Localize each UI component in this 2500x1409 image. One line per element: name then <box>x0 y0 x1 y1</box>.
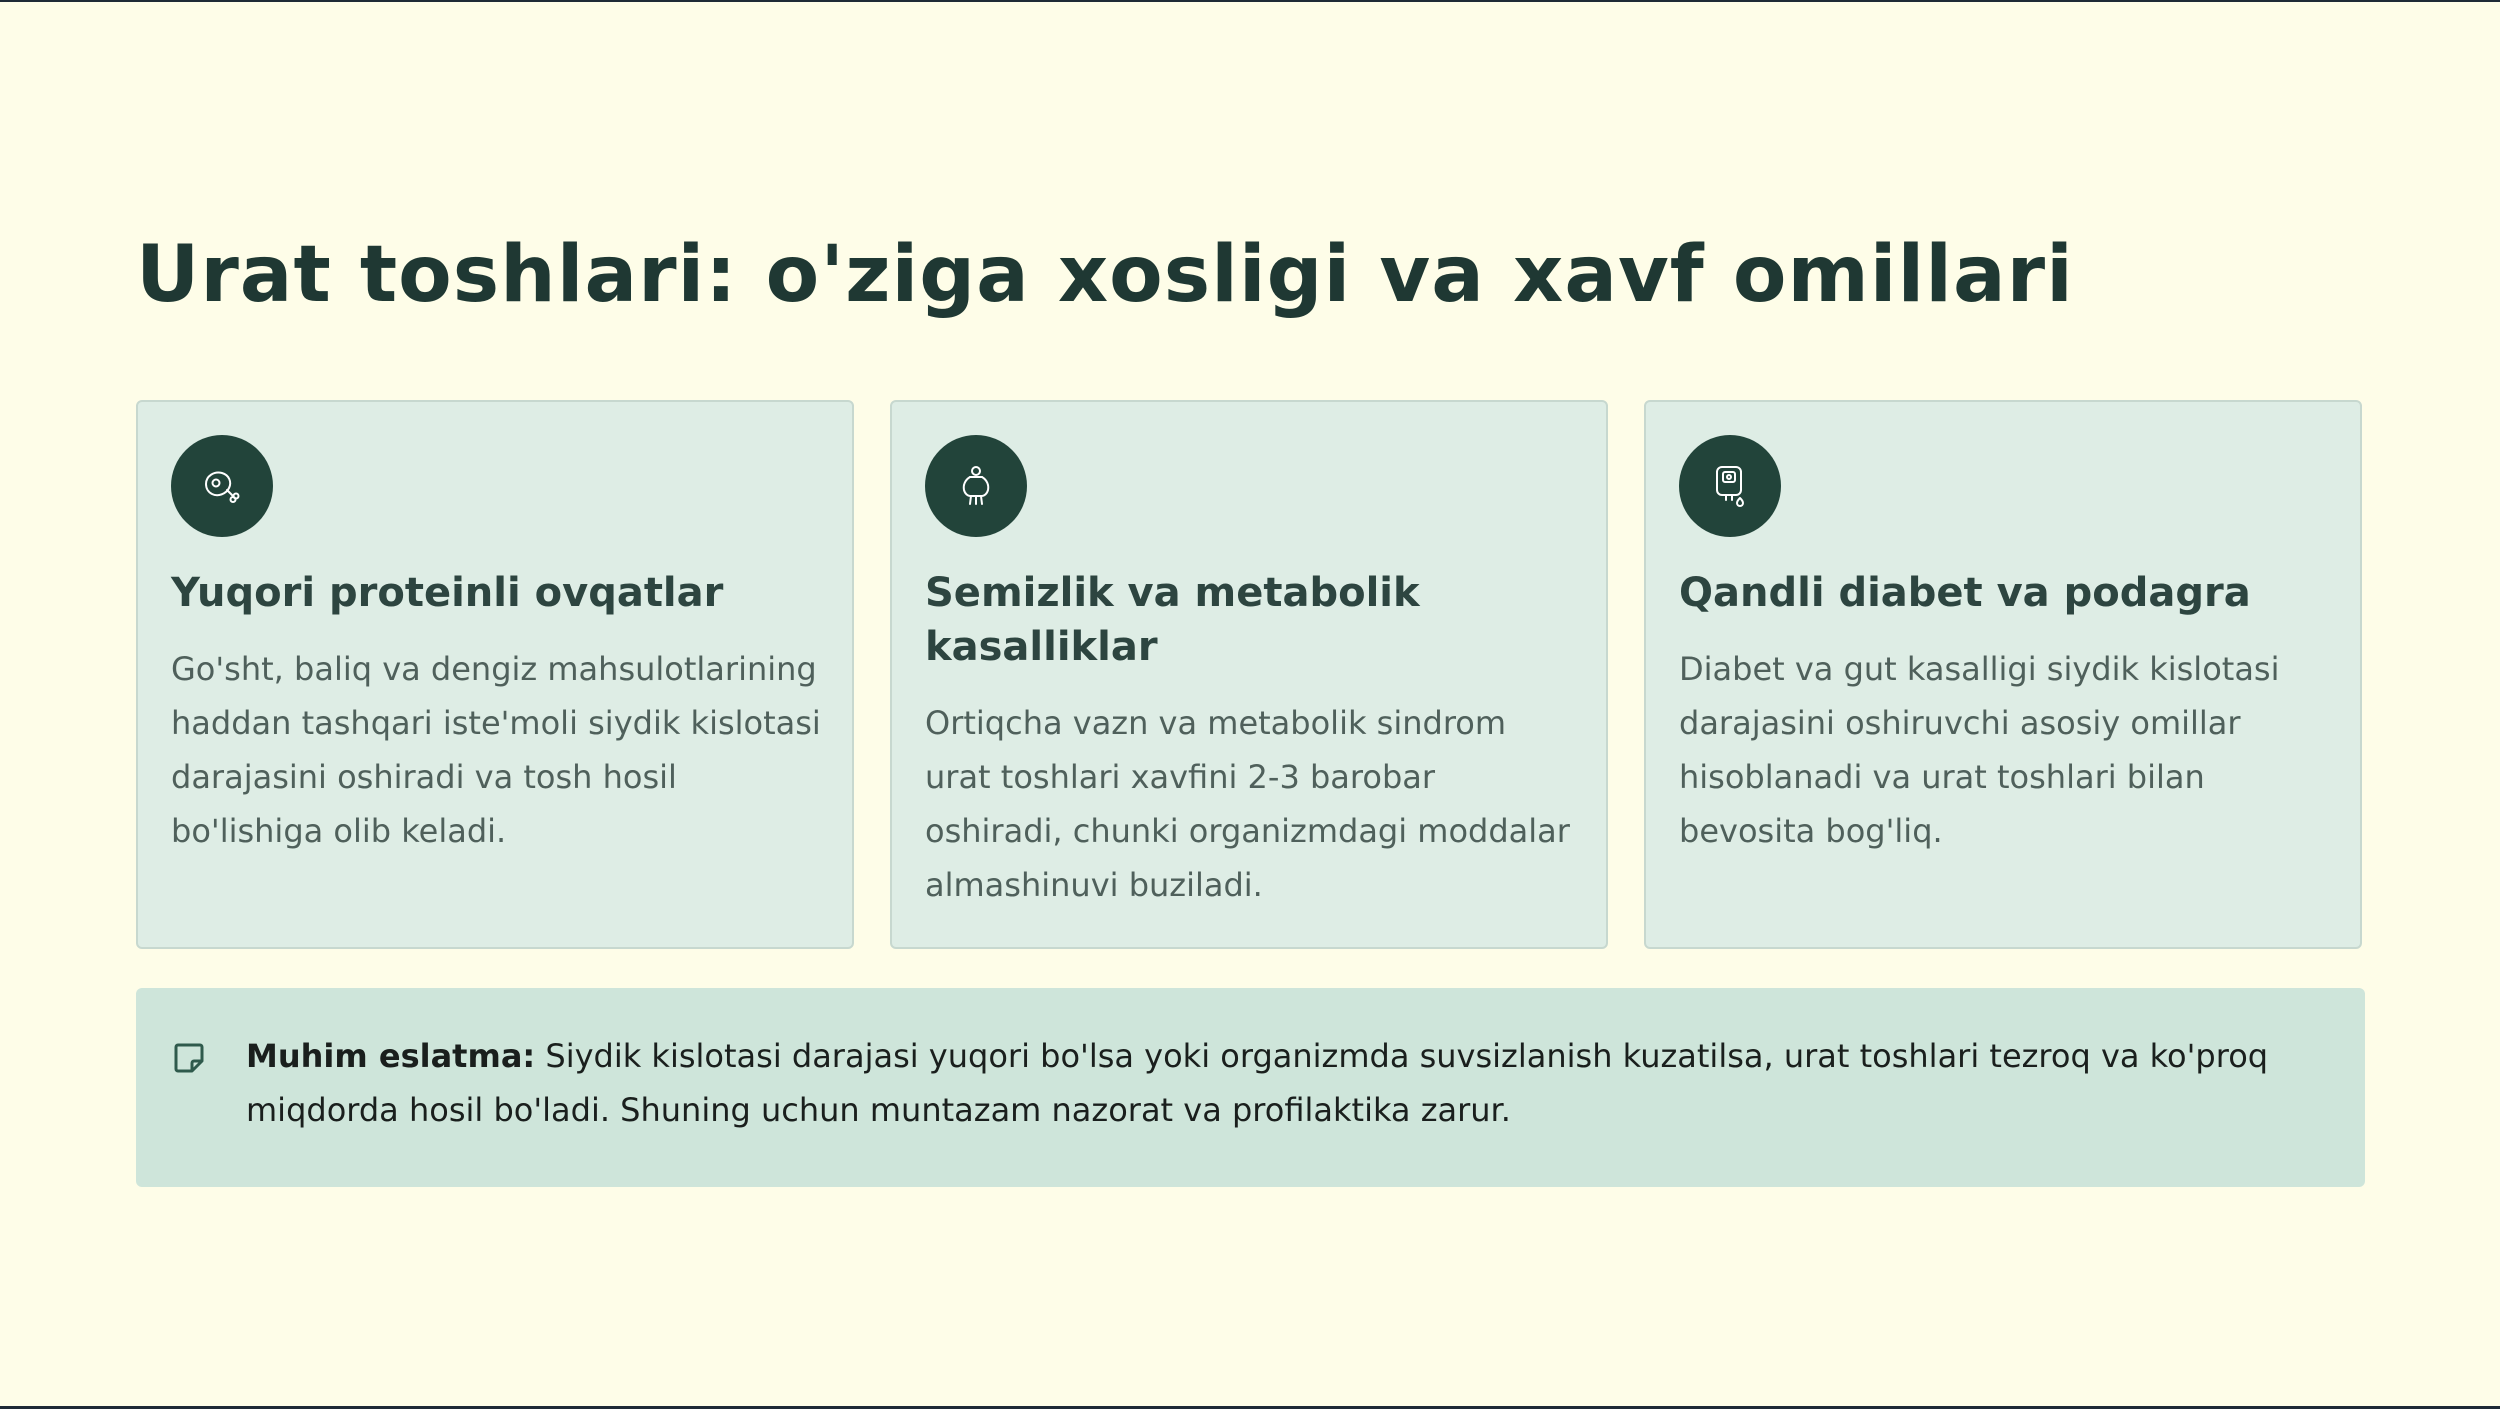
page-title: Urat toshlari: o'ziga xosligi va xavf omillari <box>136 230 2074 320</box>
card-title: Yuqori proteinli ovqatlar <box>171 570 724 616</box>
risk-card-protein <box>136 400 854 949</box>
card-text: Go'sht, baliq va dengiz mahsulotlarining haddan tashqari iste'moli siydik kislotasi darajasini oshiradi va tosh hosil bo'lishiga olib keladi. <box>171 650 821 850</box>
person-icon <box>925 435 1027 537</box>
card-title: Semizlik va metabolik kasalliklar <box>925 570 1420 670</box>
sticky-note-icon <box>172 1041 206 1075</box>
meat-icon <box>171 435 273 537</box>
card-text: Ortiqcha vazn va metabolik sindrom urat toshlari xavfini 2-3 barobar oshiradi, chunki organizmdagi moddalar almashinuvi buziladi. <box>925 704 1570 904</box>
risk-card-diabetes <box>1644 400 2362 949</box>
slide <box>0 2 2500 1406</box>
important-note <box>136 988 2365 1187</box>
note-text <box>246 1029 2336 1137</box>
card-text: Diabet va gut kasalligi siydik kislotasi darajasini oshiruvchi asosiy omillar hisoblanadi va urat toshlari bilan bevosita bog'liq. <box>1679 650 2280 850</box>
glucometer-icon <box>1679 435 1781 537</box>
note-body: Siydik kislotasi darajasi yuqori bo'lsa yoki organizmda suvsizlanish kuzatilsa, urat toshlari tezroq va ko'proq miqdorda hosil bo'ladi. Shuning uchun muntazam nazorat va profilaktika zarur. <box>246 1037 2269 1129</box>
card-title: Qandli diabet va podagra <box>1679 570 2251 616</box>
risk-card-obesity <box>890 400 1608 949</box>
note-label: Muhim eslatma: <box>246 1037 536 1075</box>
